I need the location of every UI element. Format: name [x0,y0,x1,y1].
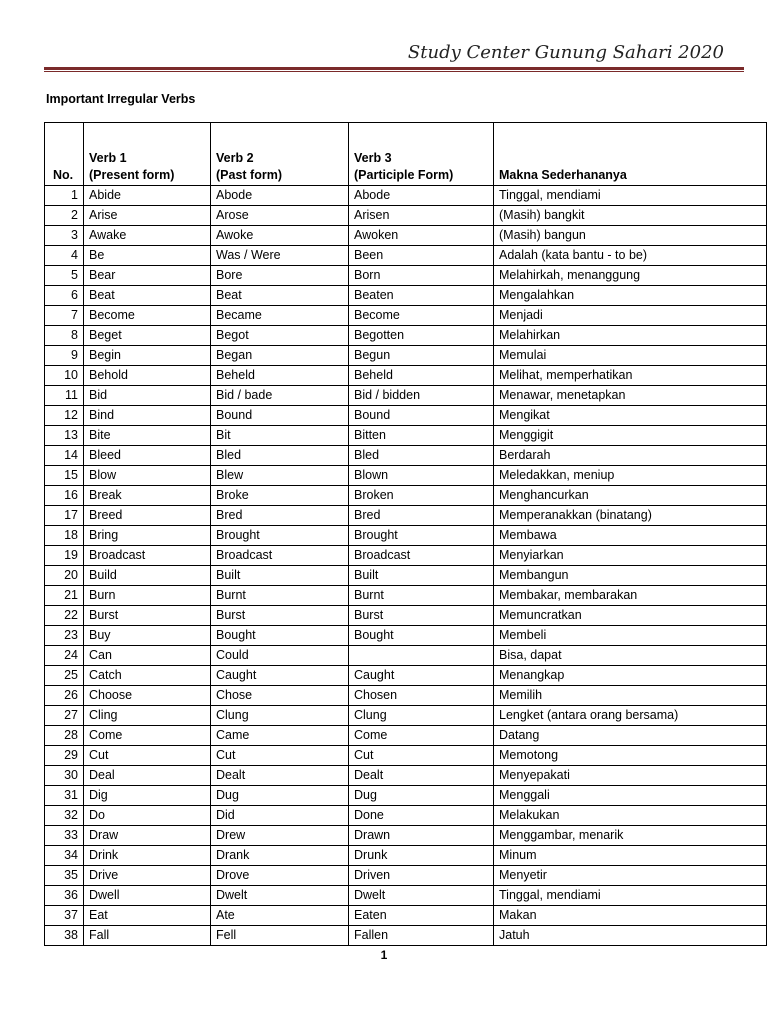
cell-verb2: Could [211,646,349,666]
cell-meaning: Menangkap [494,666,767,686]
cell-verb2: Burnt [211,586,349,606]
cell-verb3: Born [349,266,494,286]
cell-number: 23 [45,626,84,646]
table-row [45,246,767,266]
cell-number: 3 [45,226,84,246]
cell-number: 22 [45,606,84,626]
cell-meaning: Menyiarkan [494,546,767,566]
table-row [45,786,767,806]
table-row [45,326,767,346]
cell-meaning: Menjadi [494,306,767,326]
cell-number: 4 [45,246,84,266]
cell-verb1: Dwell [84,886,211,906]
cell-meaning: Menyepakati [494,766,767,786]
cell-verb1: Begin [84,346,211,366]
cell-number: 5 [45,266,84,286]
cell-meaning: Membawa [494,526,767,546]
cell-verb1: Bid [84,386,211,406]
table-row [45,606,767,626]
cell-verb3: Blown [349,466,494,486]
cell-meaning: Meledakkan, meniup [494,466,767,486]
cell-meaning: Jatuh [494,926,767,946]
cell-meaning: Datang [494,726,767,746]
cell-number: 37 [45,906,84,926]
cell-verb2: Bled [211,446,349,466]
table-row [45,346,767,366]
cell-verb3: Burst [349,606,494,626]
cell-verb2: Burst [211,606,349,626]
cell-verb1: Can [84,646,211,666]
cell-verb2: Chose [211,686,349,706]
table-row [45,366,767,386]
table-row [45,486,767,506]
column-header-verb2 [211,123,349,186]
cell-meaning: Lengket (antara orang bersama) [494,706,767,726]
cell-verb2: Was / Were [211,246,349,266]
cell-verb1: Be [84,246,211,266]
cell-verb3: Clung [349,706,494,726]
cell-meaning: Makan [494,906,767,926]
cell-verb3: Come [349,726,494,746]
column-header-verb1 [84,123,211,186]
column-header-line: (Past form) [216,168,282,182]
cell-verb2: Dwelt [211,886,349,906]
cell-meaning: Berdarah [494,446,767,466]
cell-verb3: Eaten [349,906,494,926]
cell-verb1: Eat [84,906,211,926]
cell-number: 24 [45,646,84,666]
cell-verb3: Awoken [349,226,494,246]
column-header-no: No. [45,123,84,186]
table-row [45,926,767,946]
cell-verb2: Clung [211,706,349,726]
cell-meaning: Melihat, memperhatikan [494,366,767,386]
column-header-meaning: Makna Sederhananya [494,123,767,186]
cell-verb1: Beat [84,286,211,306]
cell-verb3: Built [349,566,494,586]
cell-verb1: Burn [84,586,211,606]
cell-number: 28 [45,726,84,746]
cell-meaning: Mengikat [494,406,767,426]
cell-verb2: Drank [211,846,349,866]
cell-verb1: Burst [84,606,211,626]
cell-verb1: Fall [84,926,211,946]
column-header-verb3 [349,123,494,186]
cell-verb1: Become [84,306,211,326]
cell-number: 29 [45,746,84,766]
table-row [45,866,767,886]
cell-verb1: Bear [84,266,211,286]
cell-verb1: Choose [84,686,211,706]
table-row [45,666,767,686]
table-row [45,506,767,526]
cell-verb3 [349,646,494,666]
cell-number: 9 [45,346,84,366]
cell-verb2: Bred [211,506,349,526]
cell-meaning: Menghancurkan [494,486,767,506]
cell-number: 30 [45,766,84,786]
table-row [45,546,767,566]
cell-verb1: Catch [84,666,211,686]
cell-verb1: Do [84,806,211,826]
cell-meaning: Menawar, menetapkan [494,386,767,406]
table-row [45,186,767,206]
cell-number: 6 [45,286,84,306]
cell-verb3: Bid / bidden [349,386,494,406]
irregular-verbs-table [44,122,767,946]
cell-number: 16 [45,486,84,506]
cell-verb3: Fallen [349,926,494,946]
table-row [45,426,767,446]
cell-number: 36 [45,886,84,906]
table-row [45,686,767,706]
table-row [45,726,767,746]
cell-meaning: Memilih [494,686,767,706]
cell-number: 7 [45,306,84,326]
cell-meaning: Menyetir [494,866,767,886]
page-number: 1 [380,948,388,962]
cell-verb2: Bought [211,626,349,646]
cell-number: 26 [45,686,84,706]
cell-number: 18 [45,526,84,546]
cell-verb3: Abode [349,186,494,206]
cell-verb3: Bred [349,506,494,526]
cell-verb2: Dealt [211,766,349,786]
table-row [45,566,767,586]
cell-verb3: Begun [349,346,494,366]
cell-meaning: Bisa, dapat [494,646,767,666]
document-heading: Important Irregular Verbs [46,92,196,106]
cell-verb3: Bled [349,446,494,466]
table-row [45,386,767,406]
table-row [45,266,767,286]
cell-verb2: Built [211,566,349,586]
cell-number: 12 [45,406,84,426]
table-body [45,186,767,946]
cell-verb2: Bid / bade [211,386,349,406]
column-header-line: Verb 3 [354,151,392,165]
cell-verb3: Begotten [349,326,494,346]
cell-verb3: Cut [349,746,494,766]
cell-verb1: Bite [84,426,211,446]
cell-verb3: Chosen [349,686,494,706]
table-row [45,206,767,226]
cell-meaning: Membangun [494,566,767,586]
cell-verb1: Abide [84,186,211,206]
cell-verb2: Bit [211,426,349,446]
page-header-title: Study Center Gunung Sahari 2020 [407,42,724,63]
cell-meaning: Mengalahkan [494,286,767,306]
cell-verb2: Awoke [211,226,349,246]
cell-verb3: Broadcast [349,546,494,566]
cell-verb3: Done [349,806,494,826]
cell-verb3: Beaten [349,286,494,306]
cell-meaning: (Masih) bangun [494,226,767,246]
cell-number: 14 [45,446,84,466]
cell-verb2: Beheld [211,366,349,386]
table-row [45,306,767,326]
cell-verb3: Drunk [349,846,494,866]
cell-verb2: Blew [211,466,349,486]
table-row [45,586,767,606]
cell-meaning: Memperanakkan (binatang) [494,506,767,526]
cell-verb3: Been [349,246,494,266]
cell-verb1: Cut [84,746,211,766]
table-row [45,646,767,666]
cell-verb1: Drive [84,866,211,886]
cell-number: 33 [45,826,84,846]
cell-verb3: Bound [349,406,494,426]
cell-verb1: Bind [84,406,211,426]
cell-meaning: Memotong [494,746,767,766]
cell-number: 11 [45,386,84,406]
cell-verb2: Beat [211,286,349,306]
cell-verb2: Arose [211,206,349,226]
cell-verb1: Buy [84,626,211,646]
cell-verb1: Draw [84,826,211,846]
cell-number: 20 [45,566,84,586]
table-row [45,626,767,646]
cell-verb2: Broadcast [211,546,349,566]
cell-verb2: Ate [211,906,349,926]
cell-verb2: Bore [211,266,349,286]
cell-meaning: Menggigit [494,426,767,446]
cell-verb3: Bought [349,626,494,646]
cell-number: 34 [45,846,84,866]
cell-verb2: Fell [211,926,349,946]
table-row [45,446,767,466]
cell-number: 27 [45,706,84,726]
cell-verb1: Dig [84,786,211,806]
cell-number: 8 [45,326,84,346]
cell-verb1: Broadcast [84,546,211,566]
table-row [45,906,767,926]
cell-verb2: Caught [211,666,349,686]
cell-verb2: Became [211,306,349,326]
cell-verb1: Come [84,726,211,746]
cell-meaning: Menggali [494,786,767,806]
cell-meaning: Melahirkan [494,326,767,346]
cell-verb3: Bitten [349,426,494,446]
cell-meaning: Menggambar, menarik [494,826,767,846]
cell-meaning: Melahirkah, menanggung [494,266,767,286]
cell-verb3: Dug [349,786,494,806]
cell-verb3: Caught [349,666,494,686]
cell-verb2: Came [211,726,349,746]
column-header-line: Verb 1 [89,151,127,165]
cell-verb1: Breed [84,506,211,526]
table-row [45,226,767,246]
cell-number: 21 [45,586,84,606]
cell-verb3: Beheld [349,366,494,386]
cell-verb1: Cling [84,706,211,726]
column-header-line: Verb 2 [216,151,254,165]
cell-number: 17 [45,506,84,526]
cell-verb2: Dug [211,786,349,806]
cell-verb3: Arisen [349,206,494,226]
table-row [45,746,767,766]
cell-number: 19 [45,546,84,566]
cell-verb3: Drawn [349,826,494,846]
cell-meaning: Melakukan [494,806,767,826]
header-rule [44,67,744,70]
cell-verb2: Cut [211,746,349,766]
cell-number: 35 [45,866,84,886]
cell-verb3: Burnt [349,586,494,606]
cell-verb1: Awake [84,226,211,246]
cell-verb2: Begot [211,326,349,346]
cell-verb3: Driven [349,866,494,886]
cell-number: 15 [45,466,84,486]
cell-number: 1 [45,186,84,206]
cell-verb1: Drink [84,846,211,866]
table-row [45,846,767,866]
cell-verb2: Drove [211,866,349,886]
cell-meaning: (Masih) bangkit [494,206,767,226]
cell-verb2: Broke [211,486,349,506]
cell-verb1: Bleed [84,446,211,466]
table-row [45,466,767,486]
cell-verb1: Blow [84,466,211,486]
cell-verb1: Deal [84,766,211,786]
cell-meaning: Tinggal, mendiami [494,886,767,906]
table-row [45,286,767,306]
cell-verb3: Dealt [349,766,494,786]
cell-verb1: Bring [84,526,211,546]
cell-number: 38 [45,926,84,946]
header-rule-thin [44,71,744,72]
cell-verb3: Brought [349,526,494,546]
cell-verb2: Abode [211,186,349,206]
cell-number: 31 [45,786,84,806]
cell-verb1: Build [84,566,211,586]
cell-number: 25 [45,666,84,686]
column-header-line: (Present form) [89,168,175,182]
cell-meaning: Membeli [494,626,767,646]
cell-meaning: Membakar, membarakan [494,586,767,606]
cell-verb2: Bound [211,406,349,426]
cell-verb3: Become [349,306,494,326]
cell-number: 2 [45,206,84,226]
cell-verb2: Did [211,806,349,826]
cell-verb2: Brought [211,526,349,546]
cell-verb1: Arise [84,206,211,226]
column-header-line: (Participle Form) [354,168,454,182]
cell-verb1: Behold [84,366,211,386]
cell-verb3: Dwelt [349,886,494,906]
cell-verb1: Beget [84,326,211,346]
table-header-row [45,123,767,186]
cell-number: 10 [45,366,84,386]
table-row [45,886,767,906]
cell-number: 32 [45,806,84,826]
table-row [45,706,767,726]
table-row [45,826,767,846]
table-row [45,766,767,786]
table-row [45,406,767,426]
cell-verb1: Break [84,486,211,506]
table-row [45,806,767,826]
cell-meaning: Memulai [494,346,767,366]
table-row [45,526,767,546]
cell-meaning: Memuncratkan [494,606,767,626]
cell-verb2: Drew [211,826,349,846]
cell-meaning: Minum [494,846,767,866]
cell-number: 13 [45,426,84,446]
cell-meaning: Adalah (kata bantu - to be) [494,246,767,266]
cell-meaning: Tinggal, mendiami [494,186,767,206]
cell-verb2: Began [211,346,349,366]
cell-verb3: Broken [349,486,494,506]
